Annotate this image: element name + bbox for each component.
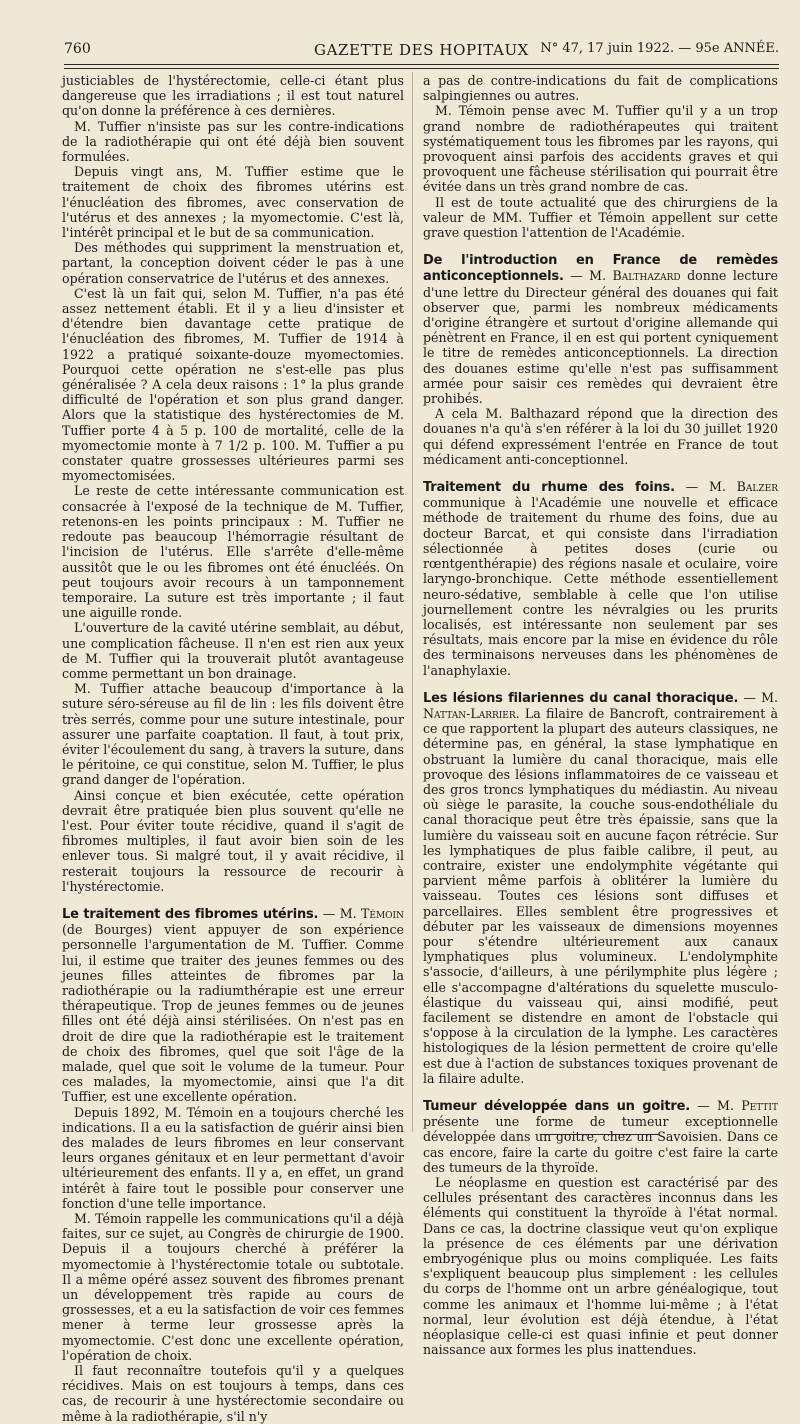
paragraph: M. Tuffier attache beaucoup d'importance à la suture séro-séreuse au fil de lin : les fils doivent être très serrés, comme pour une suture intestinale, pour assurer une parfaite coaptation. Il faut, à tout prix, éviter l'écoulement du sang, à travers la suture, dans le péritoine, ce qui constitue, selon M. Tuffier, le plus grand danger de l'opération. — [62, 681, 404, 788]
journal-title: GAZETTE DES HOPITAUX — [314, 41, 529, 59]
header-rule-top — [64, 64, 779, 65]
section-title: Traitement du rhume des foins. — [423, 480, 675, 496]
section-title: Le traitement des fibromes utérins. — [62, 906, 319, 922]
section-text: (de Bourges) vient appuyer de son expérience personnelle l'argumentation de M. Tuffier. Comme lui, il estime que traiter des jeunes femmes ou des jeunes filles atteintes de fibromes par la radiothérapie ou la radiumthérapie est une erreur thérapeutique. Trop de jeunes femmes ou de jeunes filles ont été déjà ainsi stérilisées. On n'est pas en droit de dire que la radiothérapie est le traitement de choix des fibromes, quel que soit l'âge de la malade, quel que soit le volume de la tumeur. Pour ces malades, la myomectomie, ainsi que l'a dit Tuffier, est une excellente opération. — [62, 922, 404, 1105]
section-text: donne lecture d'une lettre du Directeur général des douanes qui fait observer que, parmi les nombreux médicaments d'origine étrangère et surtout d'origine allemande qui pénètrent en France, il en est qui portent cyniquement le titre de remèdes anticonceptionnels. La direction des douanes estime qu'elle n'est pas suffisamment armée pour saisir ces remèdes qui devraient être prohibés. — [423, 268, 778, 407]
section-rhume-des-foins: Traitement du rhume des foins. — M. Balzer communique à l'Académie une nouvelle et efficace méthode de traitement du rhume des foins, due au docteur Barcat, et qui consiste dans l'irradiation sélectionnée à petites doses (curie ou rœntgenthérapie) des régions nasale et oculaire, voire laryngo-bronchique. Cette méthode essentiellement neuro-sédative, semblable à celle que l'on utilise journellement contre les névralgies ou les prurits localisés, est intéressante non seulement par ses résultats, mais encore par la mise en évidence du rôle des terminaisons nerveuses dans les phénomènes de l'anaphylaxie. — [423, 479, 778, 678]
author-name: M. Pettit — [717, 1098, 778, 1113]
author-name: M. Balthazard — [589, 268, 681, 284]
author-name: M. Témoin — [339, 905, 404, 921]
header-rule-bottom — [64, 68, 779, 69]
paragraph: Depuis vingt ans, M. Tuffier estime que le traitement de choix des fibromes utérins est l'énucléation des fibromes, avec conservation de l'utérus et des annexes ; la myomectomie. C'est là, l'intérêt principal et le but de sa communication. — [62, 164, 404, 241]
section-title: Tumeur développée dans un goitre. — [423, 1099, 690, 1114]
section-title: Les lésions filariennes du canal thoracique. — [423, 690, 739, 706]
paragraph: M. Témoin rappelle les communications qu'il a déjà faites, sur ce sujet, au Congrès de chirurgie de 1900. Depuis il a toujours cherché à préférer la myomectomie à l'hystérectomie totale ou subtotale. Il a même opéré assez souvent des fibromes prenant un développement très rapide au cours de grossesses, et a eu la satisfaction de voir ces femmes mener à terme leur grossesse après la myomectomie. C'est donc une excellente opération, l'opération de choix. — [62, 1211, 404, 1363]
section-fibromes: Le traitement des fibromes utérins. — M. Témoin (de Bourges) vient appuyer de son expérience personnelle l'argumentation de M. Tuffier. Comme lui, il estime que traiter des jeunes femmes ou des jeunes filles atteintes de fibromes par la radiothérapie ou la radiumthérapie est une erreur thérapeutique. Trop de jeunes femmes ou de jeunes filles ont été déjà ainsi stérilisées. On n'est pas en droit de dire que la radiothérapie est le traitement de choix des fibromes, quel que soit l'âge de la malade, quel que soit le volume de la tumeur. Pour ces malades, la myomectomie, ainsi que l'a dit Tuffier, est une excellente opération. Depuis 1892, M. Témoin en a toujours cherché les indications. Il a eu la satisfaction de guérir ainsi bien des malades de leurs fibromes en leur conservant leurs organes génitaux et en leur permettant d'avoir ultérieurement des enfants. Il y a, en effet, un grand intérêt à faire tout le possible pour conserver une fonction d'une telle importance. M. Témoin rappelle les communications qu'il a déjà faites, sur ce sujet, au Congrès de chirurgie de 1900. Depuis il a toujours cherché à préférer la myomectomie à l'hystérectomie totale ou subtotale. Il a même opéré assez souvent des fibromes prenant un développement très rapide au cours de grossesses, et a eu la satisfaction de voir ces femmes mener à terme leur grossesse après la myomectomie. C'est donc une excellente opération, l'opération de choix. Il faut reconnaître toutefois qu'il y a quelques récidives. Mais on est toujours à temps, dans ces cas, de recourir à une hystérectomie secondaire ou même à la radiothérapie, s'il n'y — [62, 905, 404, 1424]
section-lesions-filariennes: Les lésions filariennes du canal thoracique. — M. Nattan-Larrier. La filaire de Bancroft, contrairement à ce que rapportent la plupart des auteurs classiques, ne détermine pas, en général, la stase lymphatique en obstruant la lumière du canal thoracique, mais elle provoque des lésions inflammatoires de ce vaisseau et des gros troncs lymphatiques du médiastin. Au niveau où siège le parasite, la couche sous-endothéliale du canal thoracique peut être très épaissie, sans que la lumière du vaisseau soit en aucune façon rétrécie. Sur les lymphatiques de plus faible calibre, il peut, au contraire, exister une endolymphite végétante qui parvient même parfois à oblitérer la lumière du vaisseau. Toutes ces lésions sont diffuses et parcellaires. Elles semblent être progressives et débuter par les vaisseaux de dimensions moyennes pour s'étendre ultérieurement aux canaux lymphatiques plus volumineux. L'endolymphite s'associe, d'ailleurs, à une périlymphite plus légère ; elle s'accompagne d'altérations du squelette musculo-élastique du vaisseau qui, ainsi modifié, peut facilement se distendre en amont de l'obstacle qui s'oppose à la circulation de la lymphe. Les caractères histologiques de la lésion permettent de croire qu'elle est due à l'action de substances toxiques provenant de la filaire adulte. — [423, 689, 779, 1086]
paragraph: a pas de contre-indications du fait de complications salpingiennes ou autres. — [423, 73, 778, 104]
column-divider — [412, 72, 413, 1132]
paragraph: Il faut reconnaître toutefois qu'il y a quelques récidives. Mais on est toujours à temps, dans ces cas, de recourir à une hystérectomie secondaire ou même à la radiothérapie, s'il n'y — [62, 1363, 404, 1424]
section-title: De l'introduction en France de remèdes anticonceptionnels. — [423, 253, 778, 285]
paragraph: Il est de toute actualité que des chirurgiens de la valeur de MM. Tuffier et Témoin appellent sur cette grave question l'attention de l'Académie. — [423, 194, 778, 241]
paragraph: Des méthodes qui suppriment la menstruation et, partant, la conception doivent céder le pas à une opération conservatrice de l'utérus et des annexes. — [62, 240, 404, 286]
author-name: M. Nattan-Larrier. — [423, 689, 779, 721]
section-text: communique à l'Académie une nouvelle et efficace méthode de traitement du rhume des foins, due au docteur Barcat, et qui consiste dans l'irradiation sélectionnée à petites doses (curie ou rœntgenthérapie) des régions nasale et oculaire, voire laryngo-bronchique. Cette méthode essentiellement neuro-sédative, semblable à celle que l'on utilise journellement contre les névralgies ou les prurits localisés, est intéressante non seulement par ses résultats, mais encore par la mise en évidence du rôle des terminaisons nerveuses dans les phénomènes de l'anaphylaxie. — [423, 495, 778, 678]
left-column — [62, 73, 404, 1424]
section-text: La filaire de Bancroft, contrairement à ce que rapportent la plupart des auteurs classiques, ne détermine pas, en général, la stase lymphatique en obstruant la lumière du canal thoracique, mais elle provoque des lésions inflammatoires de ce vaisseau et des gros troncs lymphatiques du médiastin. Au niveau où siège le parasite, la couche sous-endothéliale du canal thoracique peut être très épaissie, sans que la lumière du vaisseau soit en aucune façon rétrécie. Sur les lymphatiques de plus faible calibre, il peut, au contraire, exister une endolymphite végétante qui parvient même parfois à oblitérer la lumière du vaisseau. Toutes ces lésions sont diffuses et parcellaires. Elles semblent être progressives et débuter par les vaisseaux de dimensions moyennes pour s'étendre ultérieurement aux canaux lymphatiques plus volumineux. L'endolymphite s'associe, d'ailleurs, à une périlymphite plus légère ; elle s'accompagne d'altérations du squelette musculo-élastique du vaisseau qui, ainsi modifié, peut facilement se distendre en amont de l'obstacle qui s'oppose à la circulation de la lymphe. Les caractères histologiques de la lésion permettent de croire qu'elle est due à l'action de substances toxiques provenant de la filaire adulte. — [423, 705, 778, 1086]
paragraph: A cela M. Balthazard répond que la direction des douanes n'a qu'à s'en référer à la loi du 30 juillet 1920 qui défend expressément l'entrée en France de tout médicament anti-conceptionnel. — [423, 406, 778, 467]
paragraph: C'est là un fait qui, selon M. Tuffier, n'a pas été assez nettement établi. Et il y a lieu d'insister et d'étendre bien davantage cette pratique de l'énucléation des fibromes, M. Tuffier de 1914 à 1922 a pratiqué soixante-douze myomectomies. Pourquoi cette opération ne s'est-elle pas plus généralisée ? A cela deux raisons : 1° la plus grande difficulté de l'opération et son plus grand danger. Alors que la statistique des hystérectomies de M. Tuffier porte 4 à 5 p. 100 de mortalité, celle de la myomectomie monte à 7 1/2 p. 100. M. Tuffier a pu constater quatre grossesses ultérieures parmi ses myomectomisées. — [62, 285, 404, 484]
issue-info: N° 47, 17 juin 1922. — 95e ANNÉE. — [540, 41, 779, 56]
paragraph: Depuis 1892, M. Témoin en a toujours cherché les indications. Il a eu la satisfaction de guérir ainsi bien des malades de leurs fibromes en leur conservant leurs organes génitaux et en leur permettant d'avoir ultérieurement des enfants. Il y a, en effet, un grand intérêt à faire tout le possible pour conserver une fonction d'une telle importance. — [62, 1104, 404, 1211]
page-number: 760 — [64, 41, 91, 57]
paragraph: L'ouverture de la cavité utérine semblait, au début, une complication fâcheuse. Il n'en est rien aux yeux de M. Tuffier qui la trouverait plutôt avantageuse comme permettant un bon drainage. — [62, 620, 404, 681]
paragraph: Le néoplasme en question est caractérisé par des cellules présentant des caractères inconnus dans les éléments qui constituent la thyroïde à l'état normal. Dans ce cas, la doctrine classique veut qu'on explique la présence de ces éléments par une dérivation embryogénique plus ou moins compliquée. Les faits s'expliquent beaucoup plus simplement : les cellules du corps de l'homme ont un arbre généalogique, tout comme les animaux et l'homme lui-même ; à l'état normal, leur évolution est déjà étendue, à l'état néoplasique celle-ci est quasi infinie et peut donner naissance aux formes les plus inattendues. — [423, 1175, 778, 1358]
end-rule — [540, 1134, 660, 1135]
right-column — [423, 73, 778, 1357]
paragraph: Le reste de cette intéressante communication est consacrée à l'exposé de la technique de M. Tuffier, retenons-en les points principaux : M. Tuffier ne redoute pas beaucoup l'hémorragie résultant de l'incision de l'utérus. Elle s'arrête d'elle-même aussitôt que le ou les fibromes ont été énucléés. On peut toujours avoir recours à un tamponnement temporaire. La suture est très importante ; il faut une aiguille ronde. — [62, 483, 404, 621]
paragraph: M. Témoin pense avec M. Tuffier qu'il y a un trop grand nombre de radiothérapeutes qui traitent systématiquement tous les fibromes par les rayons, qui provoquent ainsi parfois des accidents graves et qui provoquent une fâcheuse stérilisation qui pourrait être évitée dans un très grand nombre de cas. — [423, 103, 778, 195]
paragraph: Ainsi conçue et bien exécutée, cette opération devrait être pratiquée bien plus souvent qu'elle ne l'est. Pour éviter toute récidive, quand il s'agit de fibromes multiples, il faut avoir bien soin de les enlever tous. Si malgré tout, il y avait récidive, il resterait toujours la ressource de recourir à l'hystérectomie. — [62, 787, 404, 894]
author-name: M. Balzer — [708, 479, 778, 495]
paragraph: justiciables de l'hystérectomie, celle-ci étant plus dangereuse que les irradiations ; il est tout naturel qu'on donne la préférence à ces dernières. — [62, 73, 404, 119]
section-text: présente une forme de tumeur exceptionnelle développée dans un goitre, chez un Savoisien. Dans ce cas encore, faire la carte du goitre c'est faire la carte des tumeurs de la thyroïde. — [423, 1114, 778, 1175]
section-tumeur-goitre: Tumeur développée dans un goitre. — M. Pettit présente une forme de tumeur exceptionnelle développée dans un goitre, chez un Savoisien. Dans ce cas encore, faire la carte du goitre c'est faire la carte des tumeurs de la thyroïde. Le néoplasme en question est caractérisé par des cellules présentant des caractères inconnus dans les éléments qui constituent la thyroïde à l'état normal. Dans ce cas, la doctrine classique veut qu'on explique la présence de ces éléments par une dérivation embryogénique plus ou moins compliquée. Les faits s'expliquent beaucoup plus simplement : les cellules du corps de l'homme ont un arbre généalogique, tout comme les animaux et l'homme lui-même ; à l'état normal, leur évolution est déjà étendue, à l'état néoplasique celle-ci est quasi infinie et peut donner naissance aux formes les plus inattendues. — [423, 1098, 778, 1358]
page-header — [64, 41, 779, 63]
section-anticonceptionnels: De l'introduction en France de remèdes anticonceptionnels. — M. Balthazard donne lecture d'une lettre du Directeur général des douanes qui fait observer que, parmi les nombreux médicaments d'origine étrangère et surtout d'origine allemande qui pénètrent en France, il en est qui portent cyniquement le titre de remèdes anticonceptionnels. La direction des douanes estime qu'elle n'est pas suffisamment armée pour saisir ces remèdes qui devraient être prohibés. A cela M. Balthazard répond que la direction des douanes n'a qu'à s'en référer à la loi du 30 juillet 1920 qui défend expressément l'entrée en France de tout médicament anti-conceptionnel. — [423, 253, 778, 467]
paragraph: M. Tuffier n'insiste pas sur les contre-indications de la radiothérapie qui ont été déjà bien souvent formulées. — [62, 118, 404, 165]
